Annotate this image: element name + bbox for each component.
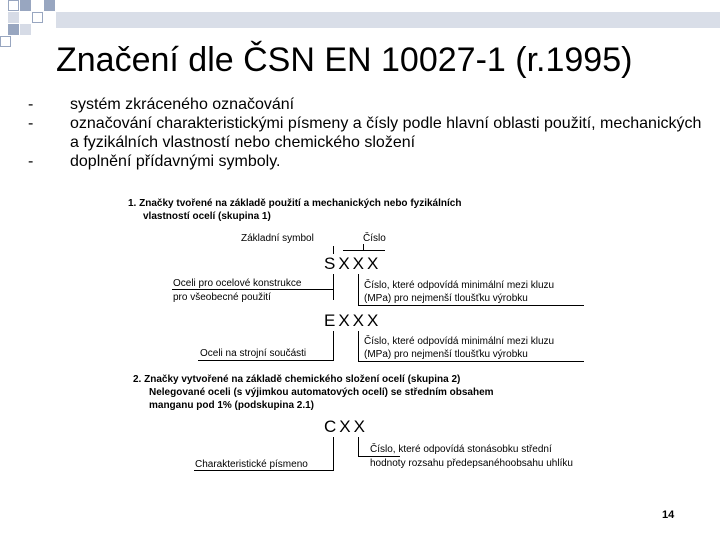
bullet-text: systém zkráceného označování (70, 96, 295, 113)
label-c-right: hodnoty rozsahu předepsanéhoobsahu uhlíku (370, 458, 573, 469)
label-c-right: Číslo, které odpovídá stonásobku střední (370, 444, 552, 455)
connector-line (358, 331, 359, 362)
group2-heading: Nelegované oceli (s výjimkou automatových ocelí) se středním obsahem (149, 387, 494, 398)
code-c: CXX (324, 417, 368, 436)
label-s-left: pro všeobecné použití (173, 292, 271, 303)
connector-line (198, 360, 334, 361)
connector-line (358, 437, 359, 457)
group1-heading: vlastností ocelí (skupina 1) (143, 211, 271, 222)
connector-line (358, 456, 400, 457)
group1-heading: 1. Značky tvořené na základě použití a mechanických nebo fyzikálních (128, 198, 462, 209)
connector-line (343, 250, 385, 251)
group2-heading: manganu pod 1% (podskupina 2.1) (149, 400, 315, 411)
bullet-text: doplnění přídavnými symboly. (70, 153, 281, 170)
group2-heading: 2. Značky vytvořené na základě chemického složení ocelí (skupina 2) (133, 374, 461, 385)
connector-line (333, 274, 334, 300)
slide-title: Značení dle ČSN EN 10027-1 (r.1995) (56, 41, 633, 79)
bullet-text: označování charakteristickými písmeny a čísly podle hlavní oblasti použití, mechanických a fyzikálních vlastností nebo chemického složení (70, 115, 702, 151)
label-s-left: Oceli pro ocelové konstrukce (173, 278, 302, 289)
label-e-left: Oceli na strojní součásti (200, 348, 307, 359)
label-s-right: (MPa) pro nejmenší tloušťku výrobku (364, 293, 528, 304)
connector-line (358, 361, 584, 362)
bullet-marker: - (28, 96, 34, 113)
label-c-left: Charakteristické písmeno (195, 459, 308, 470)
code-s: SXXX (324, 254, 382, 273)
connector-line (333, 246, 334, 254)
connector-line (333, 437, 334, 471)
connector-line (363, 244, 364, 251)
label-e-right: (MPa) pro nejmenší tloušťku výrobku (364, 349, 528, 360)
connector-line (358, 305, 584, 306)
label-basic-symbol: Základní symbol (241, 233, 314, 244)
bullet-marker: - (28, 115, 34, 132)
page-number: 14 (662, 509, 675, 521)
connector-line (333, 331, 334, 361)
label-s-right: Číslo, které odpovídá minimální mezi kluzu (364, 280, 555, 291)
label-e-right: Číslo, které odpovídá minimální mezi kluzu (364, 336, 555, 347)
code-e: EXXX (324, 311, 382, 330)
bullet-marker: - (28, 153, 34, 170)
label-number: Číslo (363, 233, 386, 244)
connector-line (358, 274, 359, 306)
